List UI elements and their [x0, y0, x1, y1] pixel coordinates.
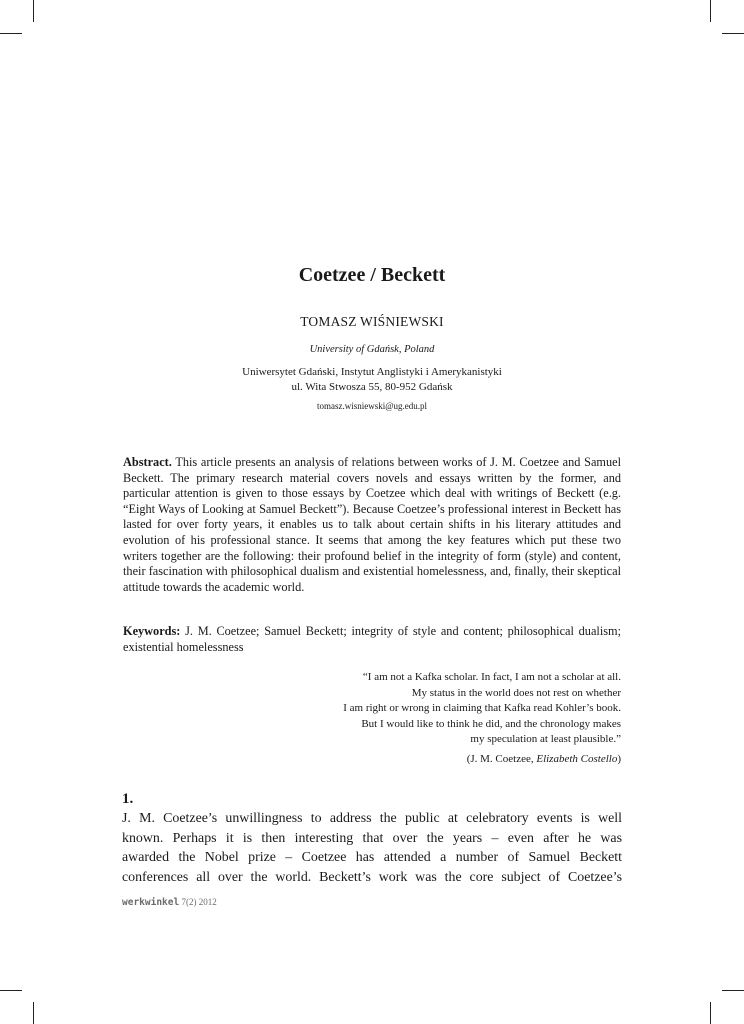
crop-mark-bottom-left-vertical — [33, 1002, 34, 1024]
epigraph-line: But I would like to think he did, and the chronology makes — [361, 717, 621, 730]
keywords-label: Keywords: — [123, 624, 181, 638]
address-line: Uniwersytet Gdański, Instytut Anglistyki i Amerykanistyki — [242, 366, 502, 378]
crop-mark-bottom-right-vertical — [710, 1002, 711, 1024]
keywords — [123, 624, 621, 655]
author-email[interactable]: tomasz.wisniewski@ug.edu.pl — [316, 401, 428, 411]
body-line: conferences all over the world. Beckett’s work was the core subject of Coetzee’s — [122, 870, 622, 886]
epigraph-line: my speculation at least plausible.” — [470, 733, 621, 746]
abstract-text: This article presents an analysis of relations between works of J. M. Coetzee and Samuel Beckett. The primary research material covers novels and essays written by the former, and particular attention is given to those essays by Coetzee which deal with writings of Beckett (e.g. “Eight Ways of Looking at Samuel Beckett”). Because Coetzee’s professional interest in Beckett has lasted for over forty years, it enables us to talk about certain shifts in his literary attitudes and evolution of his professional stance. It seems that among the key features which put these two writers together are the following: their profound belief in the integrity of form (style) and content, their fascination with philosophical dualism and existential homelessness, and, finally, their skeptical attitude towards the academic world. — [123, 455, 621, 594]
crop-mark-bottom-right-horizontal — [722, 990, 744, 991]
body-line: J. M. Coetzee’s unwillingness to address the public at celebratory events is well — [122, 811, 622, 826]
body-line: awarded the Nobel prize – Coetzee has attended a number of Samuel Beckett — [122, 850, 622, 866]
abstract — [123, 455, 621, 595]
epigraph-line: “I am not a Kafka scholar. In fact, I am not a scholar at all. — [362, 671, 621, 683]
epigraph-line: My status in the world does not rest on whether — [411, 686, 621, 699]
abstract-label: Abstract. — [123, 455, 172, 469]
keywords-text: J. M. Coetzee; Samuel Beckett; integrity of style and content; philosophical dualism; existential homelessness — [123, 624, 621, 654]
epigraph-line: I am right or wrong in claiming that Kafka read Kohler’s book. — [343, 702, 621, 715]
article-title: Coetzee / Beckett — [298, 264, 446, 286]
page-footer — [122, 897, 217, 908]
journal-name: werkwinkel — [122, 897, 180, 908]
crop-mark-top-left-vertical — [33, 0, 34, 22]
epigraph-source: (J. M. Coetzee, Elizabeth Costello) — [466, 752, 621, 765]
address-line: ul. Wita Stwosza 55, 80-952 Gdańsk — [291, 380, 453, 393]
epigraph — [290, 670, 621, 768]
section-body — [122, 809, 622, 888]
author-name: TOMASZ WIŚNIEWSKI — [300, 314, 444, 329]
crop-mark-top-left-horizontal — [0, 33, 22, 34]
author-affiliation: University of Gdańsk, Poland — [309, 344, 435, 355]
section-number: 1. — [122, 791, 134, 807]
crop-mark-top-right-vertical — [710, 0, 711, 22]
author-address — [0, 365, 744, 394]
epigraph-source-title: Elizabeth Costello — [536, 752, 618, 765]
crop-mark-bottom-left-horizontal — [0, 990, 22, 991]
journal-issue: 7(2) 2012 — [181, 897, 217, 907]
body-line: known. Perhaps it is then interesting that over the years – even after he was — [122, 830, 622, 846]
crop-mark-top-right-horizontal — [722, 33, 744, 34]
